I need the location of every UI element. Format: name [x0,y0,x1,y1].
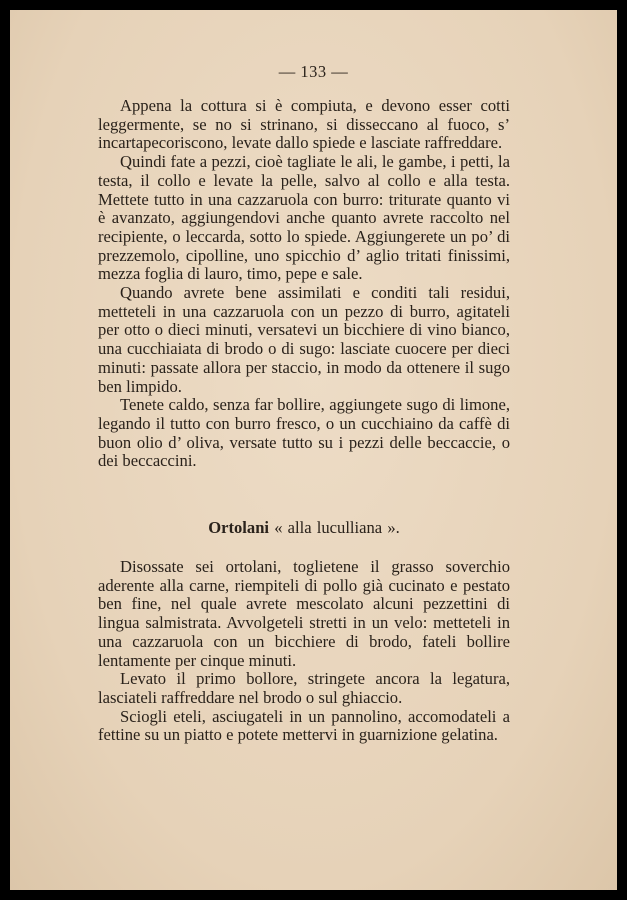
paragraph: Quando avrete bene assimilati e conditi tali residui, metteteli in una cazzaruola con un pezzo di burro, agitateli per otto o dieci minuti, versatevi un bicchiere di vino bianco, una cucchiaiata di brodo o di sugo: lasciate cuocere per dieci minuti: passate allora per staccio, in modo da ottenere il sugo ben limpido. [98,283,510,396]
paragraph: Tenete caldo, senza far bollire, aggiungete sugo di limone, legando il tutto con burro fresco, o un cucchiaino da caffè di buon olio d’ oliva, versate tutto su i pezzi delle beccaccie, o dei beccaccini. [98,395,510,471]
paragraph: Disossate sei ortolani, toglietene il grasso soverchio aderente alla carne, riempiteli di pollo già cucinato e pestato ben fine, nel quale avrete mescolato alcuni pezzettini di lingua salmistrata. Avvolgeteli stretti in un velo: metteteli in una cazzaruola con un bicchiere di brodo, fateli bollire lentamente per cinque minuti. [98,557,510,670]
book-page [10,10,617,890]
recipe-heading [98,518,510,538]
page-number: — 133 — [278,62,349,81]
paragraph: Sciogli eteli, asciugateli in un pannolino, accomodateli a fettine su un piatto e potete mettervi in guarnizione gelatina. [98,706,510,745]
section-text-2 [98,558,510,745]
recipe-title: Ortolani [208,518,270,537]
section-text-1 [98,97,510,471]
paragraph: Levato il primo bollore, stringete ancora la legatura, lasciateli raffreddare nel brodo o sul ghiaccio. [98,669,510,707]
paragraph: Quindi fate a pezzi, cioè tagliate le ali, le gambe, i petti, la testa, il collo e levate la pelle, salvo al collo e alla testa. Mettete tutto in una cazzaruola con burro: triturate quanto vi è avanzato, aggiungendovi anche quanto avrete raccolto nel recipiente, o leccarda, sotto lo spiede. Aggiungerete un po’ di prezzemolo, cipolline, uno spicchio d’ aglio tritati finissimi, mezza foglia di lauro, timo, pepe e sale. [98,152,510,284]
paragraph: Appena la cottura si è compiuta, e devono esser cotti leggermente, se no si strinano, si disseccano al fuoco, s’ incartapecoriscono, levate dallo spiede e lasciate raffreddare. [98,96,510,153]
recipe-subtitle: « alla luculliana ». [274,518,400,537]
